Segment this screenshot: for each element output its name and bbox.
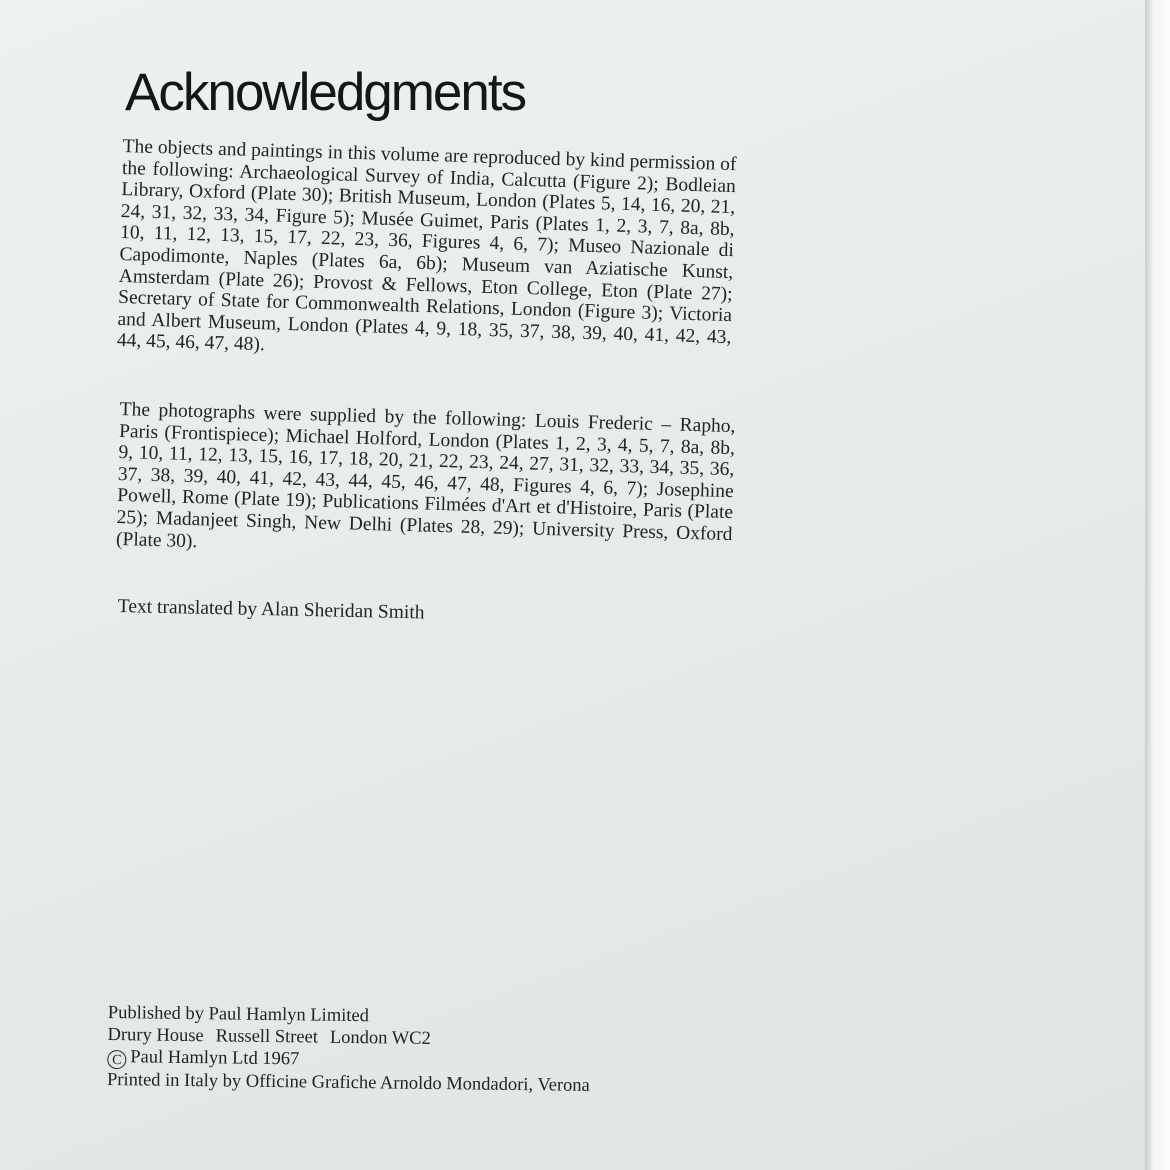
page-title: Acknowledgments xyxy=(125,63,526,122)
translation-credit: Text translated by Alan Sheridan Smith xyxy=(117,596,425,624)
published-by-line: Published by Paul Hamlyn Limited xyxy=(107,1002,370,1027)
address-house: Drury House xyxy=(107,1024,204,1047)
copyright-icon: C xyxy=(107,1050,126,1069)
address-city: London WC2 xyxy=(329,1027,431,1049)
printed-line: Printed in Italy by Officine Grafiche Arnoldo Mondadori, Verona xyxy=(106,1069,590,1096)
copyright-text: Paul Hamlyn Ltd 1967 xyxy=(130,1047,300,1070)
publisher-imprint xyxy=(107,1002,748,1099)
page-edge xyxy=(1145,0,1170,1170)
photographs-acknowledgment-paragraph: The photographs were supplied by the following: Louis Frederic – Rapho, Paris (Frontispiece); Michael Holford, London (Plates 1, 2, 3, 4, 5, 7, 8a, 8b, 9, 10, 11, 12, 13, 15, 16, 17, 18, 20, 21, 22, 23, 24, 27, 31, 32, 33, 34, 35, 36, 37, 38, 39, 40, 41, 42, 43, 44, 45, 46, 47, 48, Figures 4, 6, 7); Josephine Powell, Rome (Plate 19); Publications Filmées d'Art et d'Histoire, Paris (Plate 25); Madanjeet Singh, New Delhi (Plates 28, 29); University Press, Oxford (Plate 30). xyxy=(115,399,736,552)
objects-acknowledgment-paragraph: The objects and paintings in this volume are reproduced by kind permission of the following: Archaeological Survey of India, Calcutta (Figure 2); Bodleian Library, Oxford (Plate 30); British Museum, London (Plates 5, 14, 16, 20, 21, 24, 31, 32, 33, 34, Figure 5); Musée Guimet, Paris (Plates 1, 2, 3, 7, 8a, 8b, 10, 11, 12, 13, 15, 17, 22, 23, 36, Figures 4, 6, 7); Museo Nazionale di Capodimonte, Naples (Plates 6a, 6b); Museum van Aziatische Kunst, Amsterdam (Plate 26); Provost & Fellows, Eton College, Eton (Plate 27); Secretary of State for Commonwealth Relations, London (Figure 3); Victoria and Albert Museum, London (Plates 4, 9, 18, 35, 37, 38, 39, 40, 41, 42, 43, 44, 45, 46, 47, 48). xyxy=(116,136,737,356)
address-street: Russell Street xyxy=(215,1026,319,1048)
